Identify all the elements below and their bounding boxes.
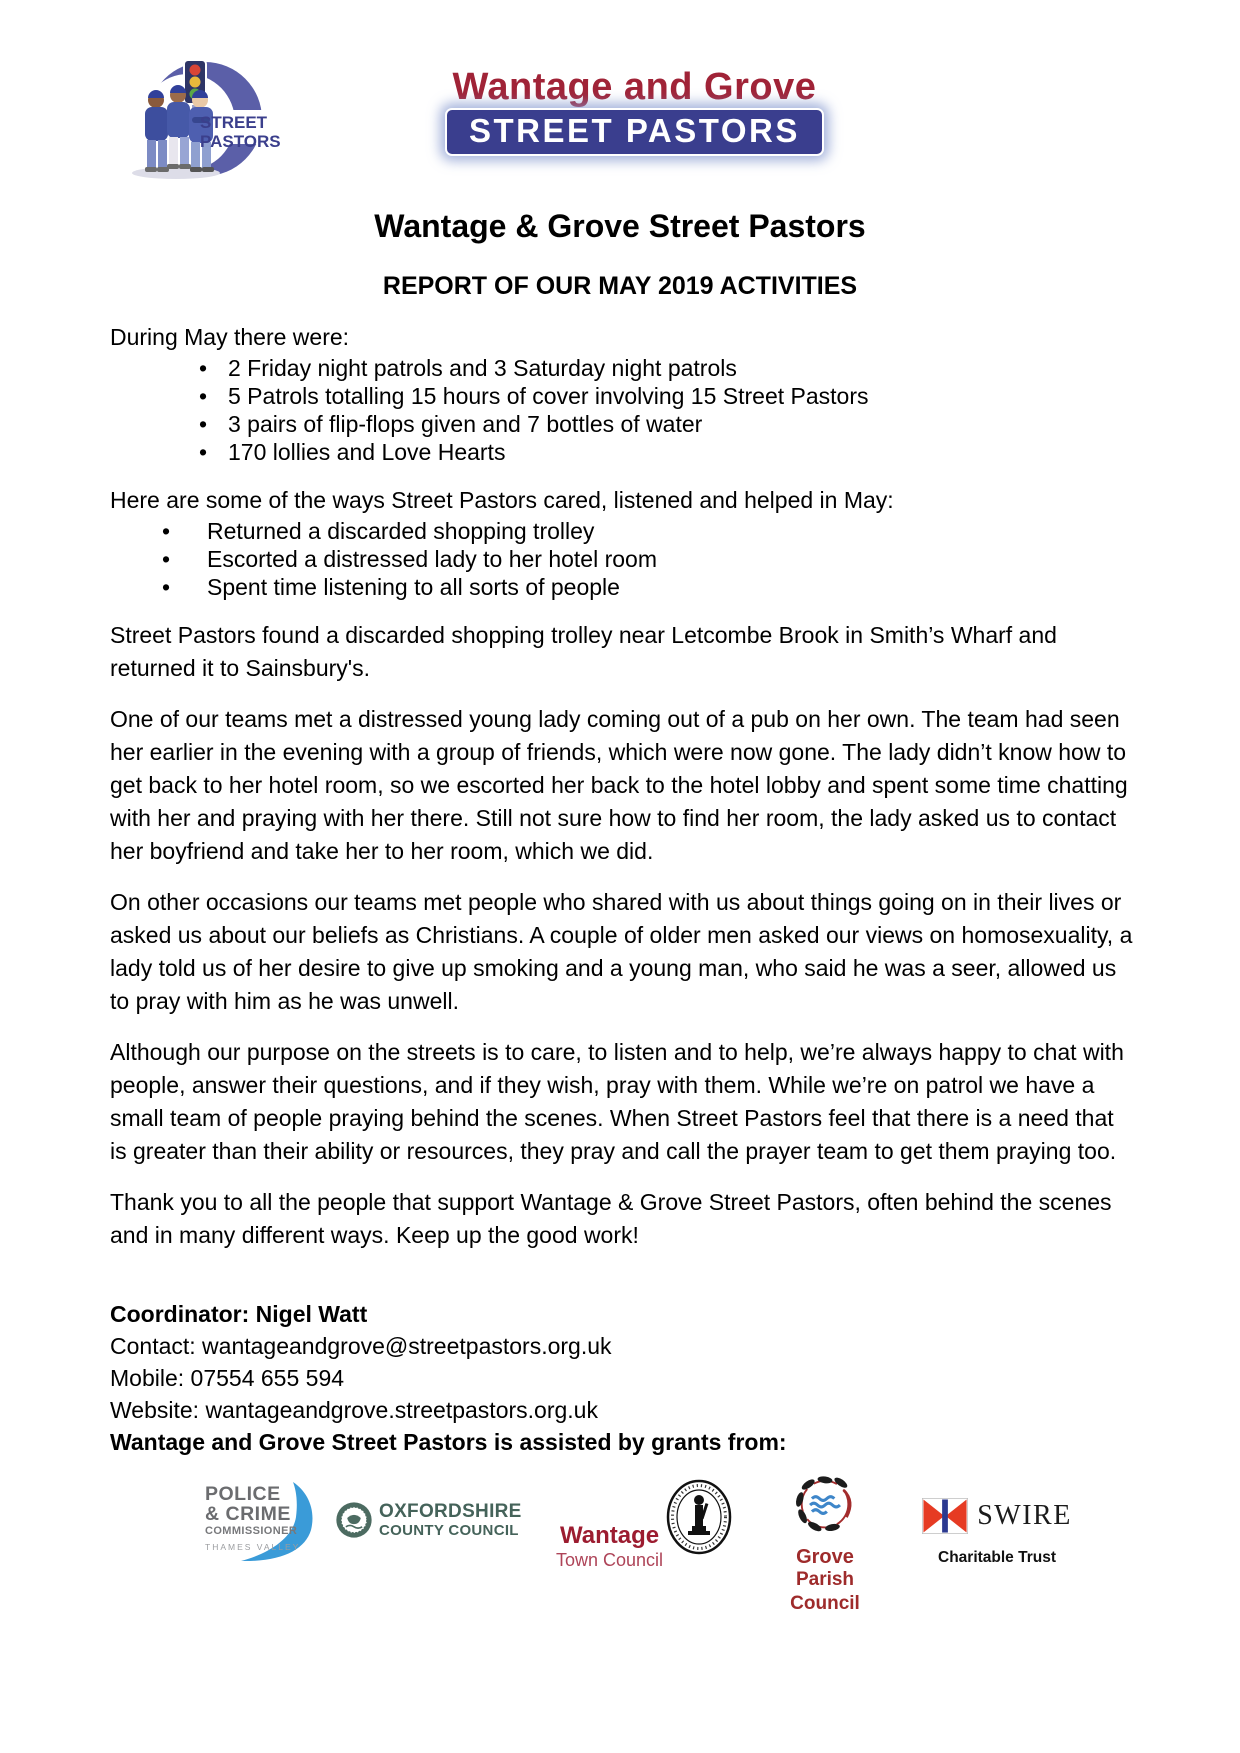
logo-street-pastors-banner: STREET PASTORS — [445, 108, 824, 156]
stat-item: • 170 lollies and Love Hearts — [110, 438, 1135, 466]
paragraph-thanks: Thank you to all the people that support Wantage & Grove Street Pastors, often behind the scenes and in many different ways. Keep up the good work! — [110, 1189, 1112, 1248]
way-item: • Spent time listening to all sorts of people — [110, 573, 1135, 601]
grove-line: Grove — [796, 1546, 854, 1568]
swire-row — [922, 1498, 1072, 1534]
pcc-line: POLICE — [205, 1483, 281, 1505]
police-crime-commissioner-logo — [205, 1484, 340, 1572]
intro-lead: During May there were: — [110, 324, 350, 350]
swire-name: SWIRE — [977, 1500, 1072, 1531]
grants-heading: Wantage and Grove Street Pastors is assisted by grants from: — [110, 1429, 787, 1455]
wantage-seal-icon — [666, 1479, 732, 1555]
pcc-text — [205, 1484, 340, 1554]
contact-block — [110, 1298, 1135, 1426]
way-item: • Returned a discarded shopping trolley — [110, 517, 1135, 545]
swire-subtitle: Charitable Trust — [938, 1549, 1056, 1566]
oxfordshire-line: OXFORDSHIRE — [379, 1500, 522, 1522]
oxfordshire-county-council-logo — [335, 1501, 522, 1539]
grove-line: Parish Council — [790, 1569, 860, 1614]
report-body — [110, 321, 1135, 1621]
oxfordshire-crest-icon — [335, 1501, 373, 1539]
contact-mobile-line: Mobile: 07554 655 594 — [110, 1365, 345, 1391]
sponsor-logos-row — [110, 1471, 1135, 1621]
ways-lead: Here are some of the ways Street Pastors cared, listened and helped in May: — [110, 487, 894, 513]
way-item: • Escorted a distressed lady to her hotel room — [110, 545, 1135, 573]
contact-website-line: Website: wantageandgrove.streetpastors.org.uk — [110, 1397, 598, 1423]
swire-flag-icon — [922, 1498, 968, 1534]
pcc-line: & CRIME — [205, 1503, 291, 1525]
wantage-town-council-logo — [556, 1479, 732, 1571]
grove-wreath-icon — [783, 1475, 867, 1537]
stat-item: • 2 Friday night patrols and 3 Saturday night patrols — [110, 354, 1135, 382]
contact-email-line: Contact: wantageandgrove@streetpastors.org.uk — [110, 1333, 612, 1359]
wantage-grove-logo — [445, 55, 824, 156]
ways-list — [110, 517, 1135, 601]
wantage-line: Town Council — [556, 1550, 664, 1570]
paragraph-other-occasions: On other occasions our teams met people who shared with us about things going on in their lives or asked us about our beliefs as Christians. A couple of older men asked our views on homosexuality, a lady told us of her desire to give up smoking and a young man, who said he was a seer, allowed us to pray with him as he was unwell. — [110, 889, 1133, 1014]
paragraph-trolley: Street Pastors found a discarded shopping trolley near Letcombe Brook in Smith’s Wharf and returned it to Sainsbury's. — [110, 622, 1057, 681]
street-pastors-circle-logo — [100, 55, 290, 183]
page-title: Wantage & Grove Street Pastors — [374, 208, 866, 244]
oxfordshire-line: COUNTY COUNCIL — [379, 1521, 519, 1539]
paragraph-distressed-lady: One of our teams met a distressed young lady coming out of a pub on her own. The team had seen her earlier in the evening with a group of friends, which were now gone. The lady didn’t know how to get back to her hotel room, so we escorted her back to the hotel lobby and spent some time chatting with her and praying with her there. Still not sure how to find her room, the lady asked us to contact her boyfriend and take her to her room, which we did. — [110, 706, 1128, 864]
wantage-text — [556, 1523, 663, 1571]
header — [0, 0, 1240, 183]
paragraph-purpose: Although our purpose on the streets is to care, to listen and to help, we’re always happy to chat with people, answer their questions, and if they wish, pray with them. While we’re on patrol we have a small team of people praying behind the scenes. When Street Pastors feel that there is a need that is greater than their ability or resources, they pray and call the prayer team to get them praying too. — [110, 1039, 1124, 1164]
stat-item: • 5 Patrols totalling 15 hours of cover involving 15 Street Pastors — [110, 382, 1135, 410]
stat-item: • 3 pairs of flip-flops given and 7 bottles of water — [110, 410, 1135, 438]
coordinator-line: Coordinator: Nigel Watt — [110, 1301, 368, 1327]
oxfordshire-text — [379, 1502, 522, 1539]
pcc-line: COMMISSIONER — [205, 1525, 298, 1537]
logo-wantage-and-grove-text: Wantage and Grove — [452, 66, 817, 108]
logo-pastors-text: PASTORS — [200, 132, 281, 151]
grove-parish-council-logo — [766, 1475, 884, 1616]
logo-street-text: STREET — [200, 113, 268, 132]
swire-charitable-trust-logo — [922, 1498, 1072, 1574]
stats-list — [110, 354, 1135, 466]
wantage-line: Wantage — [559, 1522, 660, 1549]
report-subtitle: REPORT OF OUR MAY 2019 ACTIVITIES — [382, 272, 858, 300]
pcc-line: THAMES VALLEY — [205, 1542, 301, 1552]
